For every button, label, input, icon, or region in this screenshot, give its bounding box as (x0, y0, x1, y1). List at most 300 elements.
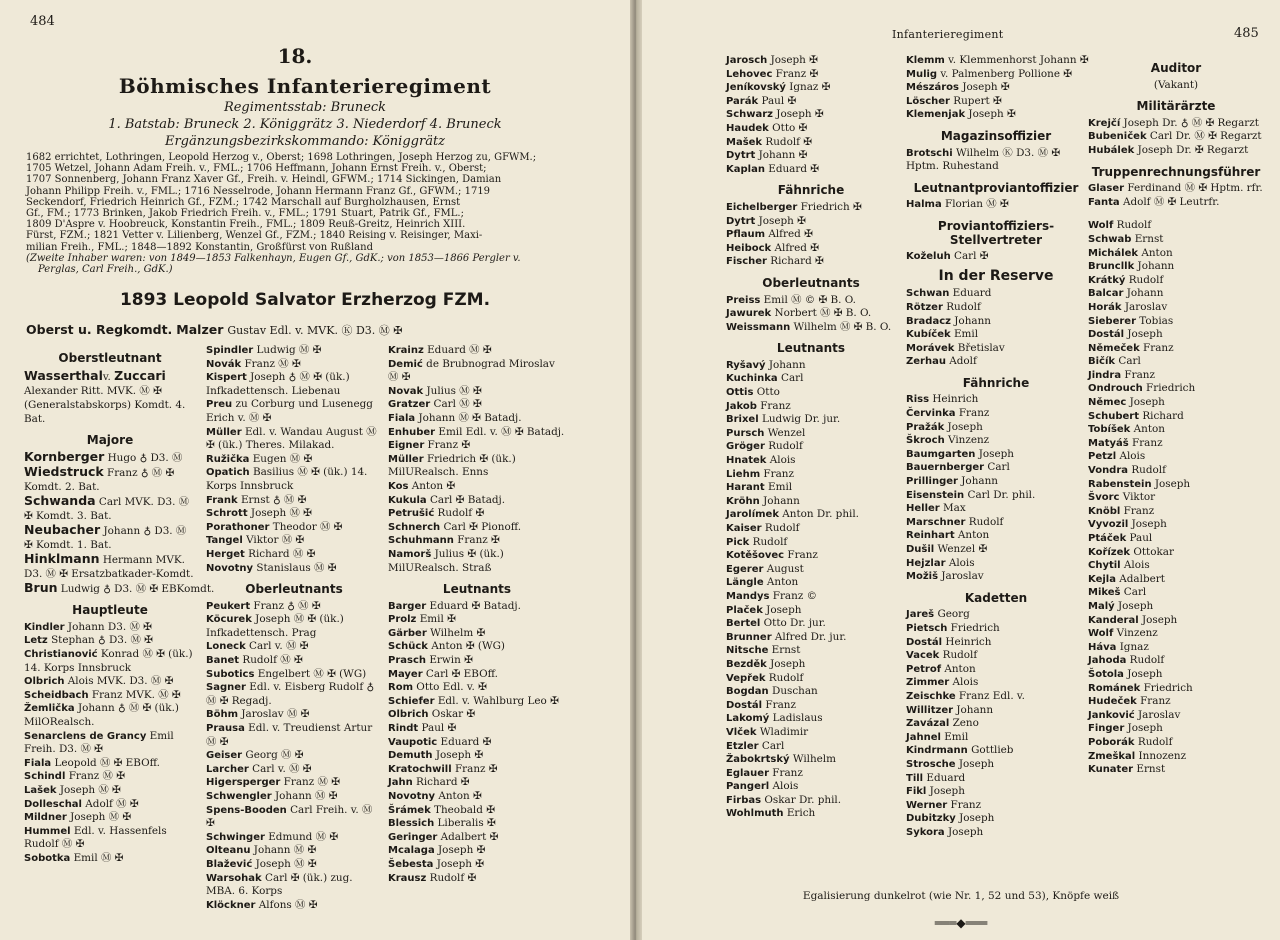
officer-details: Franz Ⓜ ✠ (280, 776, 340, 789)
officer-entry (906, 717, 1086, 731)
officer-entry (206, 763, 382, 777)
officer-details: Rudolf (761, 522, 800, 534)
history-line: Fürst, FZM.; 1821 Vetter v. Lilienberg, Wenzel Gf., FZM.; 1840 Reising v. Reisinger, Maxi- (26, 230, 483, 242)
officer-entry (1088, 464, 1264, 478)
officer-entry (206, 548, 382, 562)
officer-entry (388, 695, 566, 709)
officer-details: Florian Ⓜ ✠ (941, 198, 1009, 211)
officer-surname: Rabenstein (1088, 478, 1152, 490)
officer-surname: Zimmer (906, 677, 950, 689)
officer-surname: Harant (726, 482, 765, 494)
officer-details: Alois (949, 676, 979, 689)
officer-entry (906, 649, 1086, 663)
officer-surname: Brixel (726, 414, 759, 426)
officer-details: Ludwig Dr. jur. (758, 413, 841, 426)
officer-details: Joseph Dr. ♁ Ⓜ ✠ Regarzt (1120, 116, 1259, 129)
officer-entry (1088, 396, 1264, 410)
officer-entry (1088, 600, 1264, 614)
officer-details: Oskar ✠ (428, 708, 476, 721)
officer-entry (206, 749, 382, 763)
officer-entry (906, 461, 1086, 475)
officer-entry (1088, 274, 1264, 288)
officer-details: Rudolf (1126, 654, 1165, 667)
officer-surname: Eglauer (726, 767, 769, 779)
officer-details: Edl. v. Treudienst Artur Ⓜ ✠ (206, 722, 373, 748)
officer-entry (906, 690, 1086, 704)
officer-entry (388, 749, 566, 763)
officer-details: Alois (766, 454, 796, 467)
officer-entry (906, 301, 1086, 315)
officer-entry (1088, 219, 1264, 233)
officer-surname: Kispert (206, 372, 247, 384)
officer-entry (726, 631, 896, 645)
officer-surname: Zerhau (906, 356, 946, 368)
officer-details: v. Klemmenhorst Johann ✠ (944, 54, 1089, 66)
officer-entry (1088, 315, 1264, 329)
officer-entry (726, 712, 896, 726)
officer-details: Wenzel ✠ (934, 543, 988, 555)
officer-surname: Vacek (906, 650, 940, 662)
officer-entry (1088, 450, 1264, 464)
officer-entry (388, 640, 566, 654)
officer-details: Johann Ⓜ ✠ Batadj. (415, 411, 522, 424)
officer-details: Joseph (975, 447, 1014, 460)
officer-entry (726, 321, 896, 335)
section-heading: Kadetten (964, 590, 1028, 605)
officer-entry (906, 758, 1086, 772)
officer-surname: Vondra (1088, 465, 1129, 477)
officer-entry (726, 242, 896, 256)
officer-details: Eduard (949, 287, 992, 300)
officer-surname: Lašek (24, 784, 57, 796)
officer-details: Ignaz ✠ (785, 81, 831, 94)
officer-entry (726, 604, 896, 618)
officer-surname: Krainz (388, 345, 424, 356)
officer-entry (726, 508, 896, 522)
officer-details: Joseph ✠ (965, 108, 1016, 121)
officer-entry (726, 95, 896, 109)
officer-entry (206, 804, 382, 831)
officer-surname: Till (906, 772, 924, 784)
officer-surname: Spens-Booden (206, 804, 287, 816)
officer-surname: Švorc (1088, 492, 1120, 504)
officer-entry (726, 440, 896, 454)
officer-entry (24, 648, 196, 675)
officer-details: Richard ✠ (412, 776, 470, 789)
officer-surname: Jindra (1088, 369, 1122, 381)
officer-entry (906, 250, 1086, 264)
officer-surname: Marschner (906, 516, 966, 528)
officer-entry (1088, 695, 1264, 709)
officer-entry (1088, 763, 1264, 777)
officer-details: Carl ✠ Batadj. (426, 493, 506, 506)
officer-entry (1088, 423, 1264, 437)
officer-entry (726, 794, 896, 808)
officer-entry (906, 676, 1086, 690)
officer-details: Alfred ✠ (765, 228, 813, 241)
officer-surname: Senarclens de Grancy (24, 730, 147, 742)
officer-details: Johann (1123, 287, 1164, 300)
officer-details: Joseph ✠ (773, 108, 824, 121)
officer-surname: Letz (24, 635, 48, 647)
officer-entry (24, 852, 196, 866)
officer-surname: Dostál (906, 636, 943, 648)
officer-surname: Larcher (206, 763, 249, 775)
officer-details: Johann (765, 358, 806, 371)
section-heading: Leutnantproviantoffizier (913, 180, 1079, 195)
officer-details: Joseph ✠ (767, 54, 818, 66)
officer-entry (24, 494, 196, 523)
section-heading: Leutnants (776, 341, 846, 356)
officer-surname: Bezděk (726, 658, 767, 670)
section-heading: Hauptleute (72, 603, 148, 618)
officer-details: Carl (758, 739, 785, 752)
officer-entry (388, 412, 566, 426)
officer-entry (906, 393, 1086, 407)
officer-entry (388, 385, 566, 399)
officer-details: Heinrich (942, 635, 992, 648)
officer-details: Erich (783, 807, 816, 820)
officer-details: Otto Edl. v. ✠ (413, 681, 487, 694)
officer-details: Franz (947, 798, 982, 811)
officer-entry (388, 534, 566, 548)
inhaber-note: Perglas, Carl Freih., GdK.) (38, 264, 173, 276)
officer-details: Eduard ✠ Batadj. (426, 599, 521, 612)
officer-details: Zeno (949, 717, 979, 730)
officer-details: Jaroslav Ⓜ ✠ (238, 708, 310, 721)
officer-details: Joseph ✠ (959, 81, 1010, 94)
officer-details: Franz ✠ (453, 534, 500, 547)
officer-details: Adalbert ✠ (437, 830, 499, 843)
officer-details: Joseph (1151, 477, 1191, 490)
officer-surname: Schrott (206, 508, 248, 520)
officer-surname: Herget (206, 548, 245, 560)
officer-entry (1088, 260, 1264, 274)
officer-surname: Zavázal (906, 718, 950, 730)
officer-details: Rudolf (1134, 735, 1173, 748)
officer-details: Ernst (1133, 763, 1166, 776)
officer-entry (388, 763, 566, 777)
officer-details: Edmund Ⓜ ✠ (264, 830, 339, 843)
officer-surname: Ondrouch (1088, 383, 1143, 395)
officer-entry (388, 831, 566, 845)
officer-entry (206, 858, 382, 872)
officer-surname: Němeček (1088, 342, 1140, 354)
officer-details: Franz (1120, 504, 1155, 517)
officer-entry (206, 844, 382, 858)
officer-details: Johann D3. Ⓜ ✠ (64, 620, 152, 633)
officer-surname: Strosche (906, 758, 956, 770)
officer-surname: Mészáros (906, 82, 960, 94)
officer-details: Alois MVK. D3. Ⓜ ✠ (64, 675, 174, 688)
officer-surname: Knöbl (1088, 505, 1121, 517)
officer-entry (24, 552, 196, 581)
officer-surname: Eisenstein (906, 489, 965, 501)
page-number-left: 484 (30, 14, 55, 29)
officer-details: Alois (1120, 559, 1150, 572)
officer-surname: Háva (1088, 641, 1117, 653)
officer-details: Joseph Ⓜ ✠ (247, 507, 312, 520)
officer-surname: Dubitzky (906, 813, 956, 825)
officer-entry (726, 468, 896, 482)
officer-details: Carl Dr. phil. (964, 488, 1036, 501)
officer-surname: Kejla (1088, 573, 1116, 585)
officer-surname: Längle (726, 577, 764, 589)
officer-details: Gottlieb (967, 744, 1014, 757)
officer-entry (388, 494, 566, 508)
officer-entry (906, 731, 1086, 745)
officer-entry (206, 453, 382, 467)
officer-details: Emil (950, 328, 979, 341)
officer-surname: Zmeškal (1088, 750, 1136, 762)
officer-details: Richard (1139, 409, 1184, 422)
officer-entry (726, 590, 896, 604)
officer-surname: Prolz (388, 614, 417, 626)
officer-entry (726, 294, 896, 308)
officer-entry (388, 708, 566, 722)
officer-entry (1088, 505, 1264, 519)
officer-surname: Hummel (24, 825, 71, 837)
section-heading: Truppenrechnungsführer (1091, 164, 1261, 179)
officer-details: Johann (957, 475, 998, 488)
officer-surname: Wiedstruck (24, 464, 104, 480)
officer-details: Emil ✠ (416, 613, 456, 626)
history-line: 1707 Sonnenberg, Johann Franz Xaver Gf., Freih. v. Heindl, GFWM.; 1714 Sickingen, Damian (26, 174, 502, 186)
regiment-number: 18. (277, 44, 313, 68)
officer-details: Alois (945, 556, 975, 569)
officer-surname: Nitsche (726, 645, 769, 657)
officer-surname: Schwab (1088, 233, 1132, 245)
officer-details: Max (939, 502, 966, 515)
officer-surname: Prasch (388, 655, 427, 667)
officer-entry (206, 654, 382, 668)
officer-details: Richard Ⓜ ✠ (244, 547, 316, 560)
officer-entry (906, 489, 1086, 503)
spacer (1088, 209, 1264, 219)
officer-surname: Gratzer (388, 399, 431, 411)
officer-surname: Novak (388, 385, 424, 397)
officer-surname: Krátký (1088, 274, 1126, 286)
oberst-line (26, 322, 616, 338)
officer-entry (726, 740, 896, 754)
officer-surname: Finger (1088, 723, 1125, 735)
officer-surname: Mayer (388, 668, 423, 680)
officer-details: Johann Ⓜ ✠ (250, 844, 317, 857)
officer-surname: Böhm (206, 709, 239, 721)
officer-entry (726, 495, 896, 509)
officer-entry (1088, 144, 1264, 158)
officer-details: Joseph (944, 420, 983, 433)
officer-details: Franz MVK. Ⓜ ✠ (88, 688, 181, 701)
officer-details: Franz (784, 549, 818, 562)
officer-surname: Jahnel (906, 731, 941, 743)
officer-surname: Parák (726, 95, 759, 107)
officer-details: Ferdinand Ⓜ ✠ Hptm. rfr. (1124, 182, 1263, 195)
officer-entry (206, 899, 382, 913)
officer-surname: Enhuber (388, 426, 436, 438)
officer-surname: Možiš (906, 571, 939, 583)
officer-surname: Egerer (726, 563, 764, 575)
officer-surname: Hubálek (1088, 144, 1135, 156)
officer-details: Ignaz (1116, 640, 1149, 653)
officer-details: Joseph (1124, 722, 1163, 735)
officer-details: Carl Ⓜ ✠ (430, 398, 482, 411)
book-gutter (630, 0, 642, 940)
officer-entry (206, 344, 382, 358)
officer-details: Joseph (955, 812, 995, 825)
officer-details: Carl MVK. D3. Ⓜ ✠ Komdt. 3. Bat. (24, 496, 190, 523)
officer-entry (388, 344, 566, 358)
officer-surname: Schück (388, 641, 428, 653)
officer-details: Johann (759, 494, 800, 507)
officer-details: Franz ✠ (424, 439, 471, 452)
inhaber-note: (Zweite Inhaber waren: von 1849—1853 Falkenhayn, Eugen Gf., GdK.; von 1853—1866 Pergler v. (26, 252, 521, 264)
officer-details: Rudolf ✠ (762, 135, 812, 148)
officer-details: Rudolf ✠ (426, 871, 477, 884)
officer-details: Rupert ✠ (949, 94, 1002, 107)
officer-surname: Schwarz (726, 109, 773, 121)
officer-surname: Škroch (906, 435, 945, 447)
officer-surname: Kornberger (24, 449, 105, 465)
officer-surname: Petzl (1088, 451, 1117, 463)
officer-details: Franz (1128, 436, 1163, 449)
officer-details: Joseph (766, 657, 806, 670)
officer-entry (906, 108, 1086, 122)
officer-entry (1088, 491, 1264, 505)
officer-surname: Dytrt (726, 150, 756, 162)
officer-surname: Koželuh (906, 251, 951, 263)
officer-surname: Reinhart (906, 530, 955, 542)
section-heading: Leutnants (442, 582, 512, 597)
officer-entry (726, 726, 896, 740)
officer-surname: Willitzer (906, 704, 954, 716)
officer-entry (206, 534, 382, 548)
officer-entry (388, 681, 566, 695)
officer-surname: Románek (1088, 682, 1141, 694)
officer-surname: Pražák (906, 421, 945, 433)
officer-surname: Tobíšek (1088, 424, 1131, 436)
officer-surname: Brun (24, 580, 58, 596)
officer-details: Wenzel (764, 426, 806, 439)
officer-details: zu Corburg und Lusenegg Erich v. Ⓜ ✠ (206, 398, 373, 424)
officer-entry (388, 736, 566, 750)
officer-surname: Sieberer (1088, 315, 1136, 327)
officer-surname: Kukula (388, 494, 427, 506)
officer-details: Carl ✠ (950, 250, 989, 263)
officer-surname: Wohlmuth (726, 808, 784, 820)
officer-surname: Žabokrtský (726, 754, 790, 766)
officer-entry (906, 407, 1086, 421)
officer-entry (1088, 722, 1264, 736)
officer-details: Wilhelm ✠ (426, 626, 486, 639)
officer-entry (726, 215, 896, 229)
officer-surname: Kotěšovec (726, 550, 785, 562)
section-heading: Auditor (1150, 61, 1202, 75)
officer-surname: Malý (1088, 600, 1115, 612)
officer-entry (726, 307, 896, 321)
officer-details: Jaroslav (1121, 300, 1168, 313)
officer-surname: Demić (388, 358, 423, 370)
officer-entry (906, 147, 1086, 174)
officer-surname: Hudeček (1088, 696, 1137, 708)
officer-entry (726, 549, 896, 563)
officer-details: Franz Edl. v. (955, 689, 1025, 702)
officer-entry (24, 523, 196, 552)
officer-details: Franz (756, 399, 791, 412)
officer-surname: Ružička (206, 453, 250, 465)
officer-entry (726, 228, 896, 242)
officer-entry (388, 480, 566, 494)
officer-details: Joseph (1128, 518, 1167, 531)
officer-entry (726, 563, 896, 577)
officer-entry (388, 600, 566, 614)
officer-surname: Opatich (206, 467, 250, 479)
officer-surname: Balcar (1088, 288, 1124, 300)
officer-surname: Mulig (906, 68, 938, 80)
officer-surname: Weissmann (726, 321, 791, 333)
officer-details: Emil Edl. v. Ⓜ ✠ Batadj. (435, 425, 565, 438)
officer-entry (726, 136, 896, 150)
officer-details: Adolf (945, 355, 977, 368)
regiment-stab: Regimentsstab: Bruneck (223, 100, 387, 115)
officer-details: Friedrich ✠ (797, 200, 862, 213)
officer-entry (906, 608, 1086, 622)
officer-entry (906, 557, 1086, 571)
officer-surname: Schindl (24, 771, 66, 783)
officer-surname: Bubeniček (1088, 131, 1147, 143)
officer-surname: Novotny (388, 791, 436, 802)
officer-details: Johann (950, 314, 991, 327)
officer-details: Franz (955, 407, 990, 420)
officer-entry (388, 548, 566, 575)
officer-entry (906, 772, 1086, 786)
officer-surname: Vaupotic (388, 736, 438, 748)
officer-entry (726, 427, 896, 441)
officer-entry (1088, 654, 1264, 668)
officer-surname: Bruncllk (1088, 261, 1135, 273)
officer-details: Emil (764, 481, 793, 494)
officer-surname: Preu (206, 399, 233, 411)
officer-details: v. Palmenberg Pollione ✠ (937, 67, 1072, 80)
officer-entry (906, 68, 1086, 82)
officer-entry (206, 494, 382, 508)
officer-entry (24, 784, 196, 798)
officer-entry (906, 355, 1086, 369)
officer-surname: Bauernberger (906, 462, 985, 474)
officer-details: Hermann MVK. D3. Ⓜ ✠ Ersatzbatkader-Komdt. (24, 554, 194, 581)
officer-entry (1088, 287, 1264, 301)
officer-entry (388, 507, 566, 521)
officer-details: Paul ✠ (758, 94, 797, 107)
officer-surname: Vyvozil (1088, 519, 1129, 531)
officer-entry (206, 722, 382, 749)
officer-surname: Fanta (1088, 196, 1120, 208)
officer-details: Friedrich (1142, 382, 1196, 395)
officer-surname: Baumgarten (906, 448, 976, 460)
officer-entry (726, 163, 896, 177)
officer-details: Franz (760, 467, 794, 480)
officer-surname: Hinklmann (24, 551, 100, 567)
officer-details: Joseph Ⓜ ✠ (252, 857, 317, 870)
officer-details: de Brubnograd Miroslav Ⓜ ✠ (388, 357, 555, 384)
officer-surname: Geringer (388, 831, 438, 843)
officer-entry (1088, 247, 1264, 261)
officer-surname: Haudek (726, 122, 769, 134)
officer-surname: Müller (388, 453, 424, 465)
officer-entry (906, 448, 1086, 462)
history-line: 1705 Wetzel, Johann Adam Freih. v., FML.; 1706 Heffmann, Johann Ernst Freih. v., Oberst; (26, 163, 487, 175)
officer-surname: Peukert (206, 600, 251, 612)
